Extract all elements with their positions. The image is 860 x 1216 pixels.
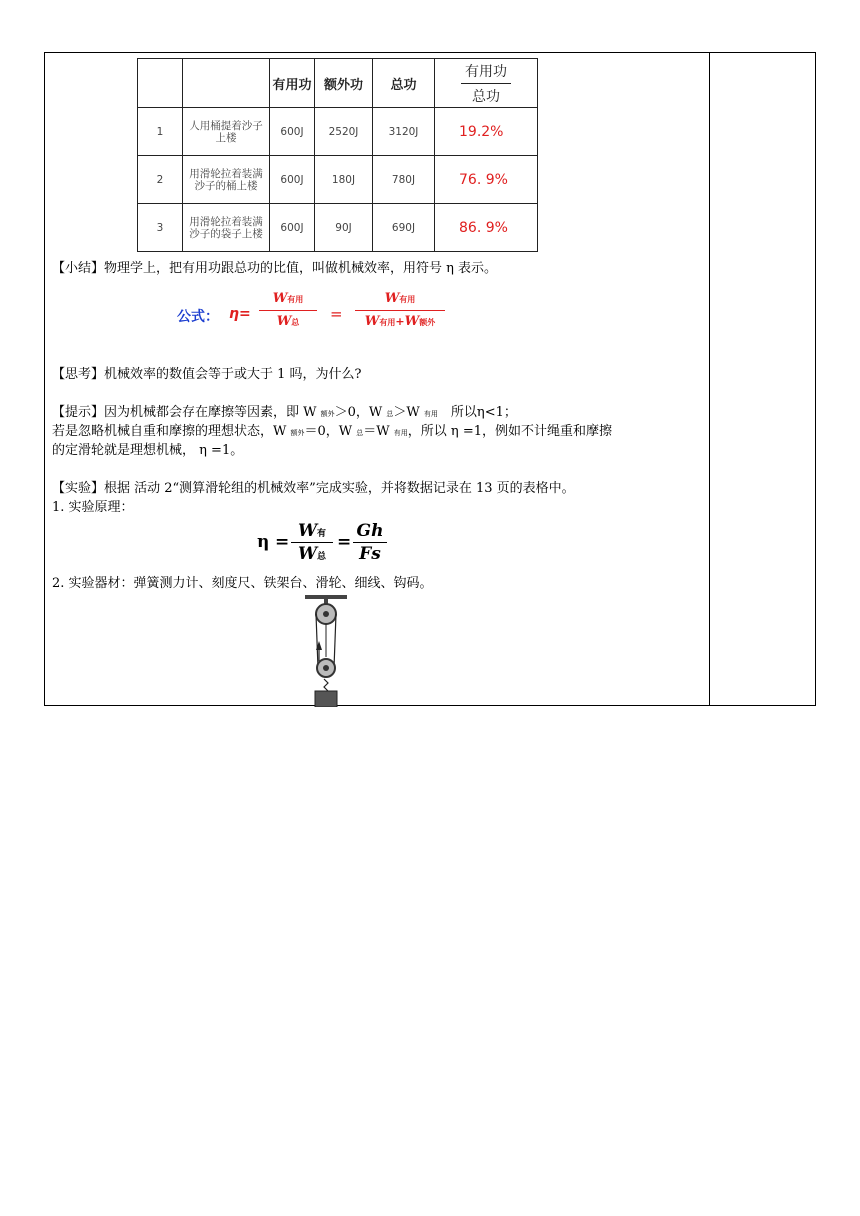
- row-total-work: 780J: [373, 156, 435, 204]
- row-number: 3: [138, 204, 183, 252]
- row-efficiency: 76. 9%: [435, 156, 538, 204]
- formula-w: W: [276, 314, 292, 329]
- formula-fraction-1: [259, 288, 317, 333]
- formula-w: W: [297, 521, 318, 541]
- row-useful-work: 600J: [270, 156, 315, 204]
- row-efficiency: 19.2%: [435, 108, 538, 156]
- formula-sub: 额外: [419, 318, 436, 327]
- fraction-numerator: [291, 520, 333, 542]
- hint-text: ，所以 η =1，例如不计绳重和摩擦: [407, 424, 612, 439]
- hint-text: 所以η<1；: [437, 405, 517, 420]
- ratio-denominator: 总功: [472, 88, 500, 105]
- formula-sub: 总: [317, 552, 327, 562]
- ratio-numerator: 有用功: [461, 61, 511, 84]
- subscript: 额外: [320, 410, 335, 418]
- hint-text: 若是忽略机械自重和摩擦的理想状态，W: [52, 424, 291, 439]
- row-extra-work: 180J: [315, 156, 373, 204]
- row-total-work: 3120J: [373, 108, 435, 156]
- formula-eta: η: [257, 532, 270, 552]
- fraction-denominator: [291, 543, 333, 565]
- formula-label: 公式：: [177, 309, 219, 325]
- fraction-numerator: [259, 288, 317, 310]
- hint-line-3: 的定滑轮就是理想机械， η =1。: [52, 443, 244, 458]
- formula-w: W: [404, 314, 420, 329]
- ratio-fraction: [461, 61, 511, 106]
- fraction-numerator: [355, 288, 445, 310]
- formula-equals: =: [330, 305, 343, 323]
- header-ratio: [435, 59, 538, 108]
- item-principle: 1. 实验原理：: [52, 500, 134, 515]
- summary-text: 【小结】物理学上，把有用功跟总功的比值，叫做机械效率，用符号 η 表示。: [52, 261, 498, 276]
- principle-formula: [257, 520, 397, 568]
- subscript: 总: [356, 429, 364, 437]
- header-useful-work: 有用功: [270, 59, 315, 108]
- row-efficiency: 86. 9%: [435, 204, 538, 252]
- formula-w: W: [364, 314, 380, 329]
- subscript: 有用: [423, 410, 438, 418]
- row-number: 2: [138, 156, 183, 204]
- subscript: 额外: [290, 429, 305, 437]
- formula-sub: 有用: [399, 295, 416, 304]
- worksheet-frame: [44, 52, 816, 706]
- formula-w: W: [297, 544, 318, 564]
- formula-plus: +: [395, 315, 405, 328]
- fraction-denominator: [259, 311, 317, 333]
- subscript: 有用: [393, 429, 408, 437]
- formula-sub: 有用: [287, 295, 304, 304]
- hint-text: 【提示】因为机械都会存在摩擦等因素，即 W: [52, 405, 321, 420]
- experiment-text: 【实验】根据 活动 2“测算滑轮组的机械效率”完成实验，并将数据记录在 13 页的表格中。: [52, 481, 575, 496]
- table-header-row: [138, 59, 538, 108]
- hint-text: ＝0，W: [304, 424, 357, 439]
- hint-text: ＞0，W: [334, 405, 387, 420]
- item-equipment: 2. 实验器材：弹簧测力计、刻度尺、铁架台、滑轮、细线、钩码。: [52, 576, 433, 591]
- header-extra-work: 额外功: [315, 59, 373, 108]
- formula-sub: 有: [317, 529, 327, 539]
- work-comparison-table: [137, 58, 538, 252]
- main-column: [52, 53, 707, 705]
- formula-eta: η=: [229, 306, 251, 322]
- table-row: [138, 204, 538, 252]
- row-description: 用滑轮拉着装满沙子的袋子上楼: [183, 204, 270, 252]
- formula-equals: =: [275, 532, 290, 552]
- row-total-work: 690J: [373, 204, 435, 252]
- row-number: 1: [138, 108, 183, 156]
- hint-text: ＞W: [393, 405, 424, 420]
- row-extra-work: 2520J: [315, 108, 373, 156]
- formula-w: W: [272, 291, 288, 306]
- think-text: 【思考】机械效率的数值会等于或大于 1 吗，为什么?: [52, 367, 362, 382]
- table-row: [138, 108, 538, 156]
- subscript: 总: [386, 410, 394, 418]
- pulley-system-icon: [305, 595, 347, 707]
- header-total-work: 总功: [373, 59, 435, 108]
- header-cell: [183, 59, 270, 108]
- row-description: 人用桶提着沙子上楼: [183, 108, 270, 156]
- fraction-denominator: [355, 311, 445, 333]
- formula-sub: 有用: [379, 318, 396, 327]
- row-useful-work: 600J: [270, 204, 315, 252]
- hint-text: ＝W: [363, 424, 394, 439]
- formula-fraction-w: [291, 520, 333, 565]
- column-divider: [709, 53, 710, 705]
- header-cell: [138, 59, 183, 108]
- table-row: [138, 156, 538, 204]
- formula-fraction-2: [355, 288, 445, 333]
- formula-equals: =: [337, 532, 352, 552]
- hint-line-1: [52, 405, 517, 422]
- fraction-numerator: Gh: [356, 521, 384, 541]
- row-description: 用滑轮拉着装满沙子的桶上楼: [183, 156, 270, 204]
- hint-line-2: [52, 424, 612, 441]
- row-extra-work: 90J: [315, 204, 373, 252]
- formula-fraction-g: [353, 520, 387, 565]
- fraction-denominator: Fs: [359, 544, 381, 564]
- formula-w: W: [384, 291, 400, 306]
- formula-sub: 总: [291, 318, 300, 327]
- efficiency-formula: [177, 288, 477, 343]
- row-useful-work: 600J: [270, 108, 315, 156]
